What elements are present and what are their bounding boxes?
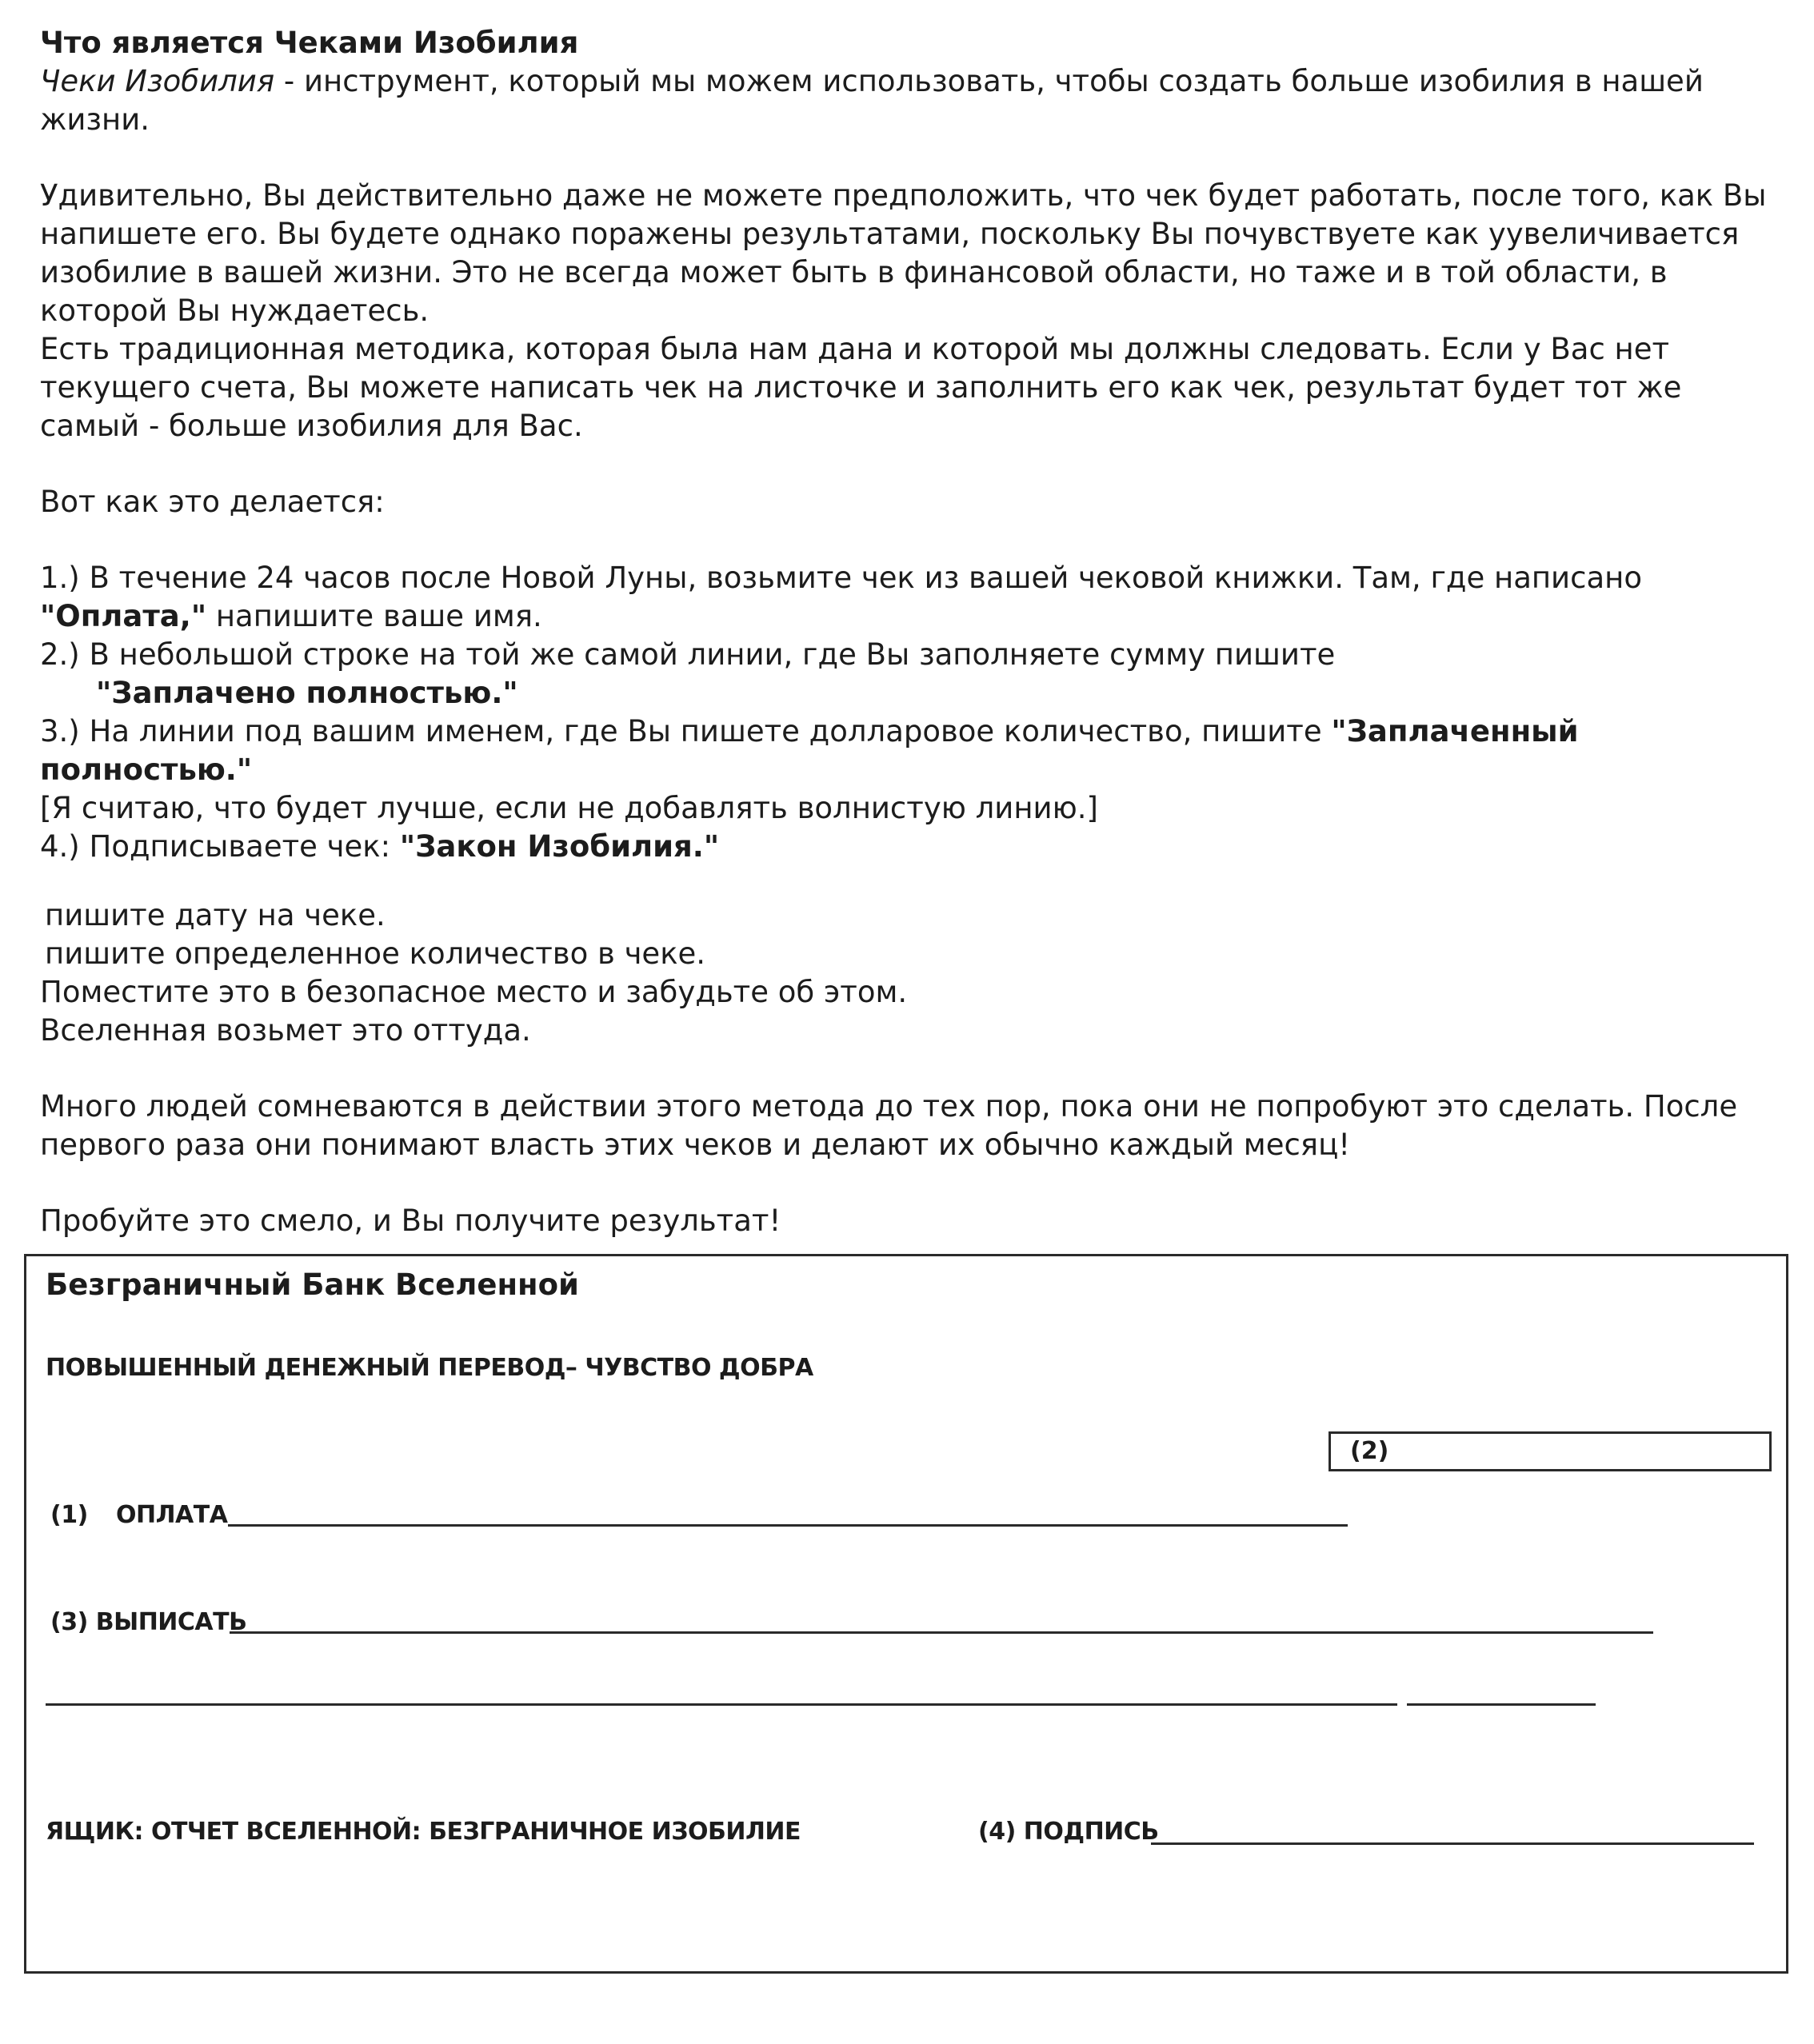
amount-words-line[interactable] [46, 1703, 1397, 1706]
intro-paragraph [40, 62, 1776, 139]
howto-heading: Вот как это делается: [40, 485, 385, 519]
abundance-check [24, 1254, 1788, 1974]
closing-line: Пробуйте это смело, и Вы получите результат! [40, 1204, 781, 1238]
bank-name: Безграничный Банк Вселенной [46, 1268, 579, 1302]
write-line[interactable] [230, 1631, 1653, 1634]
step-3-bold: "Заплаченный полностью." [40, 714, 1579, 787]
pay-line[interactable] [228, 1524, 1348, 1527]
box-label: ЯЩИК: ОТЧЕТ ВСЕЛЕННОЙ: БЕЗГРАНИЧНОЕ ИЗОБИЛИЕ [46, 1818, 801, 1846]
intro-emphasis: Чеки Изобилия [40, 64, 275, 98]
transfer-line: ПОВЫШЕННЫЙ ДЕНЕЖНЫЙ ПЕРЕВОД– ЧУВСТВО ДОБРА [46, 1354, 813, 1382]
step-3 [40, 713, 1776, 789]
extra-1: пишите дату на чеке. [45, 898, 386, 932]
extra-3: Поместите это в безопасное место и забудьте об этом. [40, 975, 908, 1009]
step-2-bold: "Заплачено полностью." [96, 676, 518, 710]
step-2-quote [40, 674, 1776, 713]
step-3-text: 3.) На линии под вашим именем, где Вы пишете долларовое количество, пишите [40, 714, 1332, 749]
amount-box[interactable] [1329, 1431, 1772, 1471]
step-4-bold: "Закон Изобилия." [399, 829, 720, 864]
note: [Я считаю, что будет лучше, если не добавлять волнистую линию.] [40, 791, 1098, 825]
signature-line[interactable] [1151, 1842, 1754, 1845]
paragraph-2: Есть традиционная методика, которая была нам дана и которой мы должны следовать. Если у Вас нет текущего счета, Вы можете написать чек на листочке и заполнить его как чек, результат будет тот же самый - больше изобилия для Вас. [40, 332, 1682, 443]
extra-4: Вселенная возьмет это оттуда. [40, 1013, 531, 1048]
step-1 [40, 559, 1776, 636]
step-1-bold: "Оплата," [40, 599, 207, 633]
extra-2: пишите определенное количество в чеке. [45, 936, 706, 971]
article-title: Что является Чеками Изобилия [40, 26, 579, 60]
doubt-paragraph: Много людей сомневаются в действии этого метода до тех пор, пока они не попробуют это сделать. После первого раза они понимают власть этих чеков и делают их обычно каждый месяц! [40, 1089, 1738, 1162]
amount-short-line[interactable] [1407, 1703, 1596, 1706]
article [40, 24, 1776, 1240]
intro-text: - инструмент, который мы можем использовать, чтобы создать больше изобилия в нашей жизни. [40, 64, 1704, 137]
step-4-text: 4.) Подписываете чек: [40, 829, 400, 864]
step-2 [40, 636, 1776, 674]
step-1-tail: напишите ваше имя. [206, 599, 542, 633]
write-label: (3) ВЫПИСАТЬ [50, 1608, 247, 1636]
step-2-text: 2.) В небольшой строке на той же самой линии, где Вы заполняете сумму пишите [40, 637, 1336, 672]
signature-label: (4) ПОДПИСЬ [978, 1818, 1159, 1846]
pay-number: (1) [50, 1501, 88, 1529]
step-1-text: 1.) В течение 24 часов после Новой Луны, возьмите чек из вашей чековой книжки. Там, где написано [40, 561, 1642, 595]
step-4 [40, 828, 1776, 866]
paragraph-1: Удивительно, Вы действительно даже не можете предположить, что чек будет работать, после того, как Вы напишете его. Вы будете однако поражены результатами, поскольку Вы почувствуете как уувеличивается изобилие в вашей жизни. Это не всегда может быть в финансовой области, но таже и в той области, в которой Вы нуждаетесь. [40, 178, 1767, 328]
amount-box-label: (2) [1350, 1437, 1389, 1465]
pay-label: ОПЛАТА [116, 1501, 228, 1529]
